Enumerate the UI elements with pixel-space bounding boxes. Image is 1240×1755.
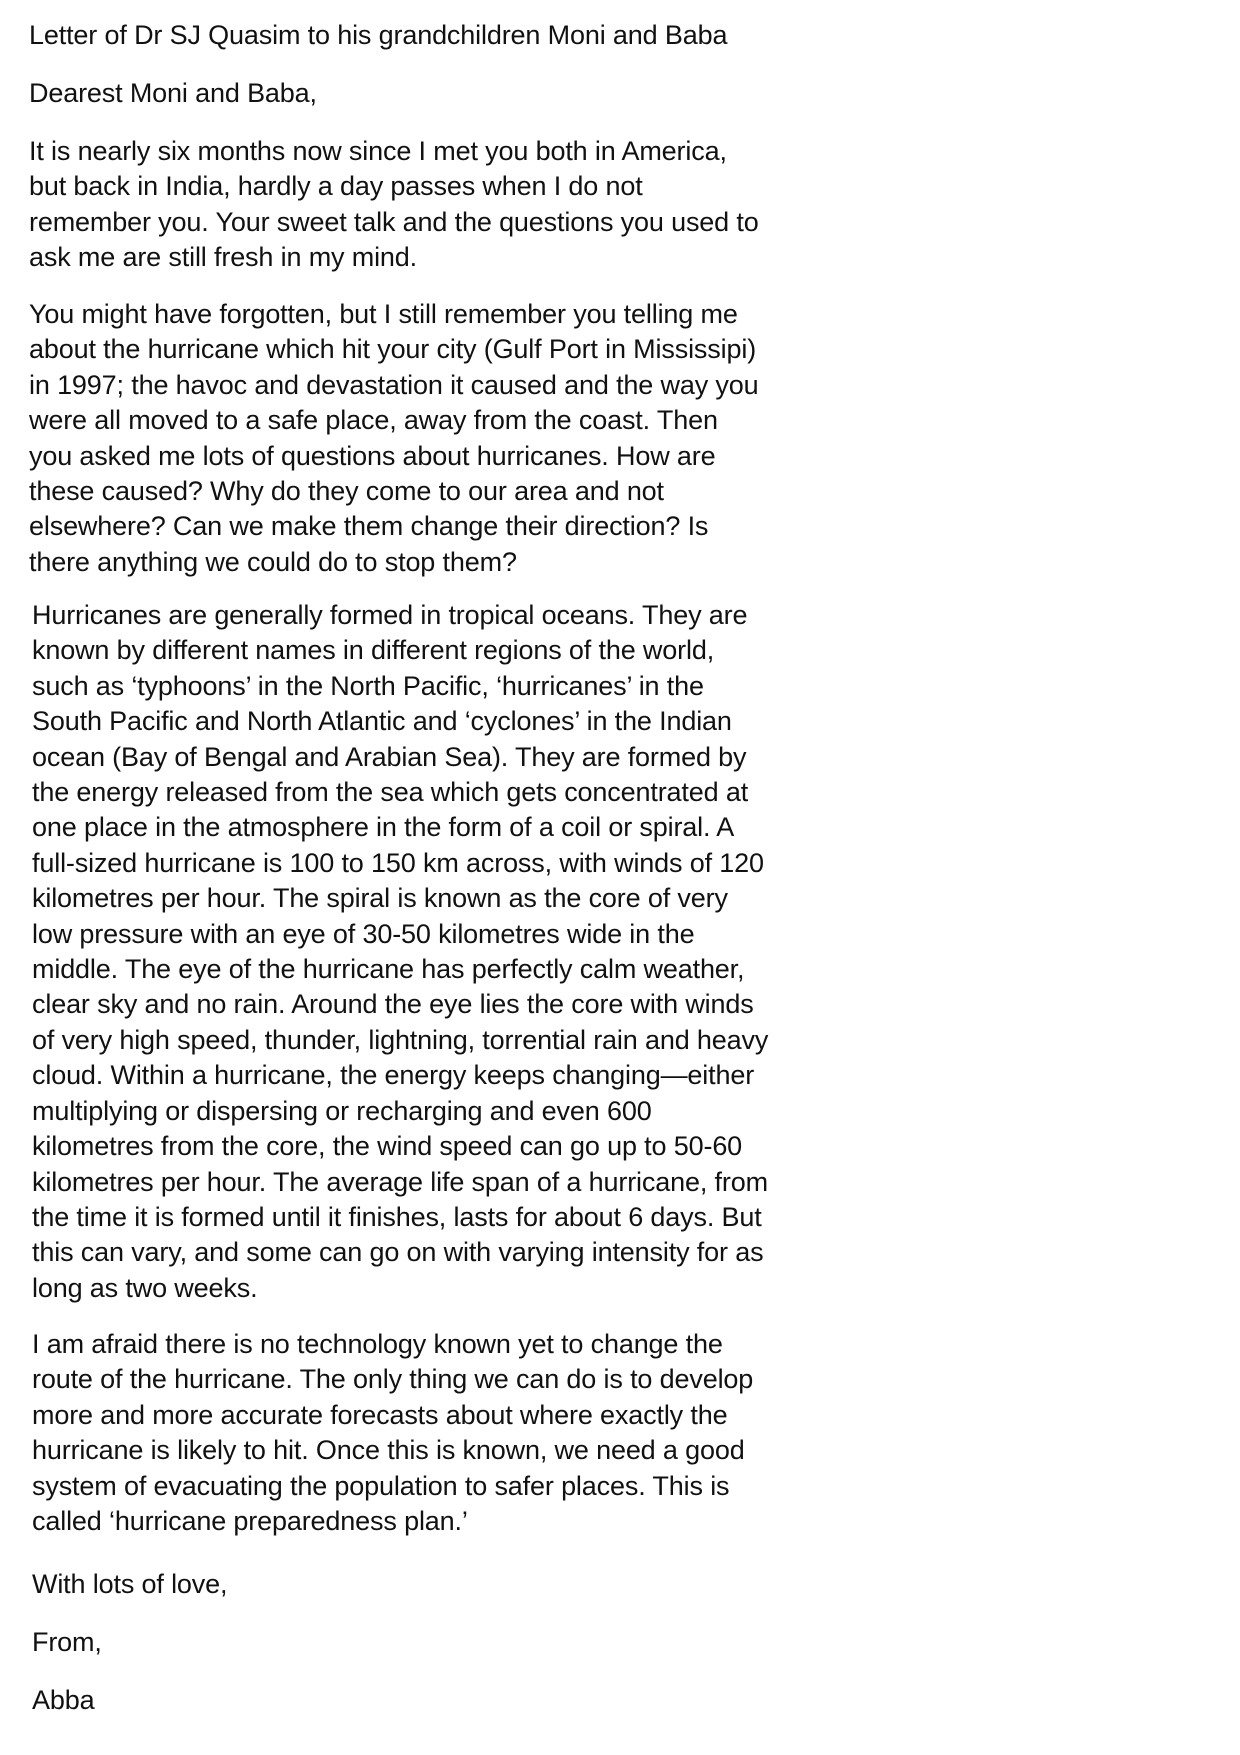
letter-title: Letter of Dr SJ Quasim to his grandchildren Moni and Baba	[29, 20, 728, 50]
paragraph-questions: You might have forgotten, but I still remember you telling me about the hurricane which hit your city (Gulf Port in Mississipi) in 1997; the havoc and devastation it caused and the way you were all moved to a safe place, away from the coast. Then you asked me lots of questions about hurricanes. How are these caused? Why do they come to our area and not elsewhere? Can we make them change their direction? Is there anything we could do to stop them?	[29, 299, 759, 577]
letter-signature: Abba	[32, 1685, 95, 1715]
paragraph-preparedness: I am afraid there is no technology known yet to change the route of the hurricane. The only thing we can do is to develop more and more accurate forecasts about where exactly the hurricane is likely to hit. Once this is known, we need a good system of evacuating the population to safer places. This is called ‘hurricane preparedness plan.’	[32, 1329, 754, 1537]
paragraph-intro: It is nearly six months now since I met you both in America, but back in India, hardly a day passes when I do not remember you. Your sweet talk and the questions you used to ask me are still fresh in my mind.	[29, 136, 759, 273]
letter-greeting: Dearest Moni and Baba,	[29, 78, 317, 108]
letter-closing: With lots of love,	[32, 1569, 228, 1599]
letter-from: From,	[32, 1627, 102, 1657]
paragraph-hurricane-facts: Hurricanes are generally formed in tropical oceans. They are known by different names in different regions of the world, such as ‘typhoons’ in the North Pacific, ‘hurricanes’ in the South Pacific and North Atlantic and ‘cyclones’ in the Indian ocean (Bay of Bengal and Arabian Sea). They are formed by the energy released from the sea which gets concentrated at one place in the atmosphere in the form of a coil or spiral. A full-sized hurricane is 100 to 150 km across, with winds of 120 kilometres per hour. The spiral is known as the core of very low pressure with an eye of 30-50 kilometres wide in the middle. The eye of the hurricane has perfectly calm weather, clear sky and no rain. Around the eye lies the core with winds of very high speed, thunder, lightning, torrential rain and heavy cloud. Within a hurricane, the energy keeps changing—either multiplying or dispersing or recharging and even 600 kilometres from the core, the wind speed can go up to 50-60 kilometres per hour. The average life span of a hurricane, from the time it is formed until it finishes, lasts for about 6 days. But this can vary, and some can go on with varying intensity for as long as two weeks.	[32, 600, 769, 1303]
